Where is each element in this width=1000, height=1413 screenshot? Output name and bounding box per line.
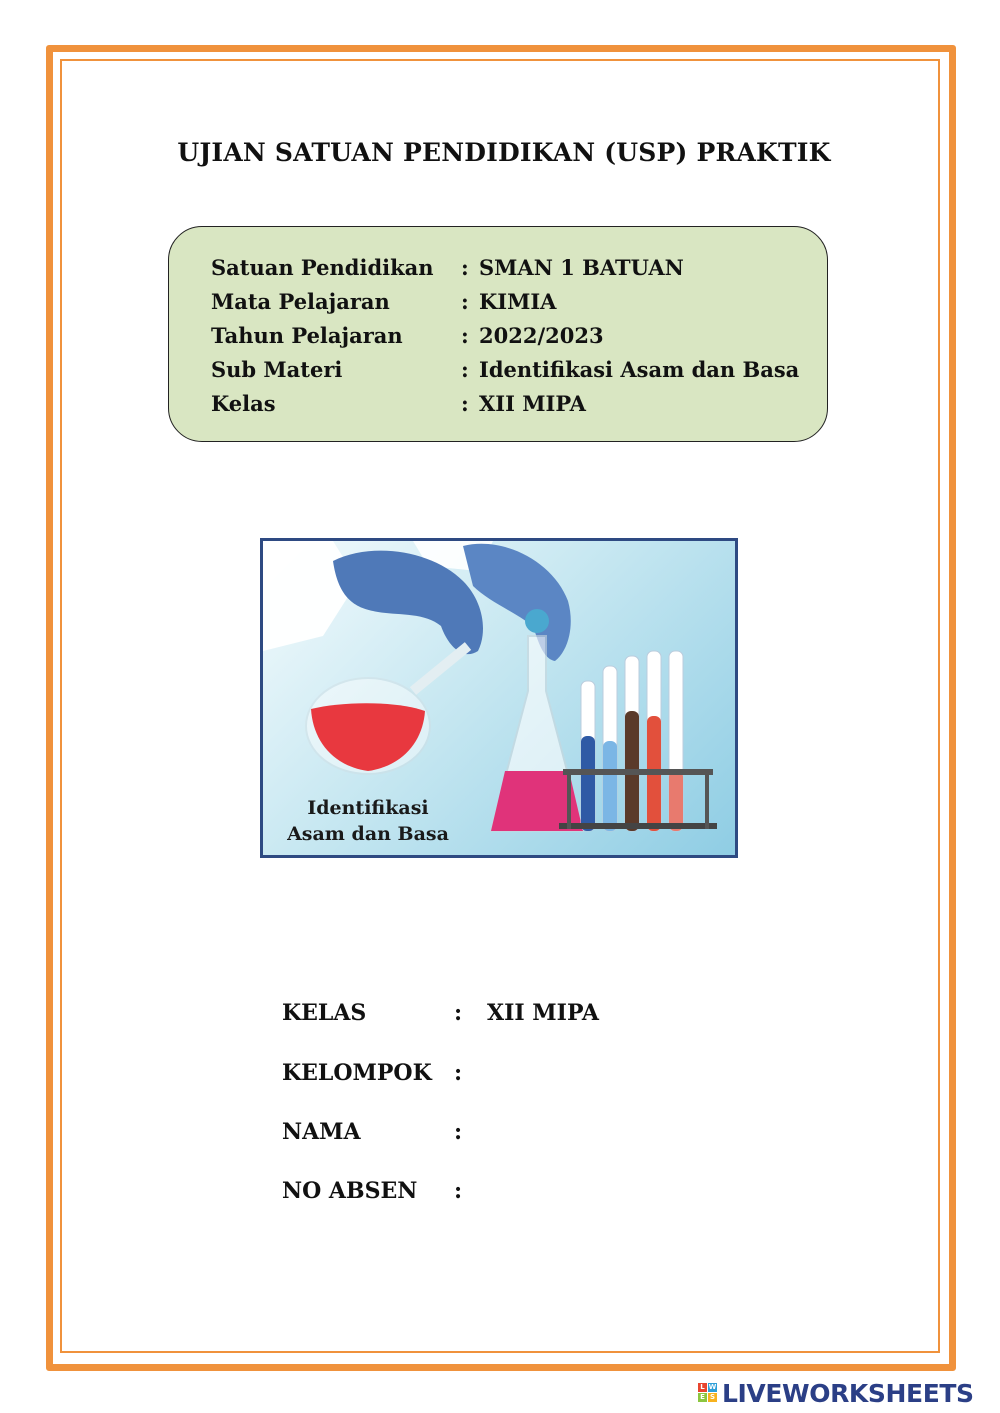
info-colon: :: [461, 323, 469, 348]
info-box: [168, 226, 828, 442]
form-colon: :: [454, 1060, 463, 1086]
photo-caption-line2: Asam dan Basa: [287, 823, 449, 845]
info-label: Kelas: [211, 391, 276, 416]
form-label: NAMA: [282, 1119, 361, 1145]
info-label: Sub Materi: [211, 357, 343, 382]
info-colon: :: [461, 391, 469, 416]
info-label: Mata Pelajaran: [211, 289, 390, 314]
photo-caption-line1: Identifikasi: [307, 797, 429, 819]
form-label: KELAS: [282, 1000, 367, 1026]
form-colon: :: [454, 1119, 463, 1145]
info-value: Identifikasi Asam dan Basa: [479, 357, 800, 382]
info-colon: :: [461, 357, 469, 382]
form-value: XII MIPA: [487, 1000, 599, 1026]
info-label: Satuan Pendidikan: [211, 255, 434, 280]
info-value: XII MIPA: [479, 391, 586, 416]
page-title: UJIAN SATUAN PENDIDIKAN (USP) PRAKTIK: [177, 138, 831, 167]
form-label: NO ABSEN: [282, 1178, 418, 1204]
info-value: 2022/2023: [479, 323, 604, 348]
photo-caption: [263, 795, 473, 847]
info-colon: :: [461, 255, 469, 280]
info-value: KIMIA: [479, 289, 557, 314]
info-label: Tahun Pelajaran: [211, 323, 403, 348]
form-colon: :: [454, 1000, 463, 1026]
lab-photo: [260, 538, 738, 858]
info-colon: :: [461, 289, 469, 314]
form-colon: :: [454, 1178, 463, 1204]
form-label: KELOMPOK: [282, 1060, 432, 1086]
liveworksheets-wordmark: LIVEWORKSHEETS: [722, 1379, 974, 1408]
info-value: SMAN 1 BATUAN: [479, 255, 684, 280]
liveworksheets-icon: L W E S: [698, 1383, 718, 1403]
